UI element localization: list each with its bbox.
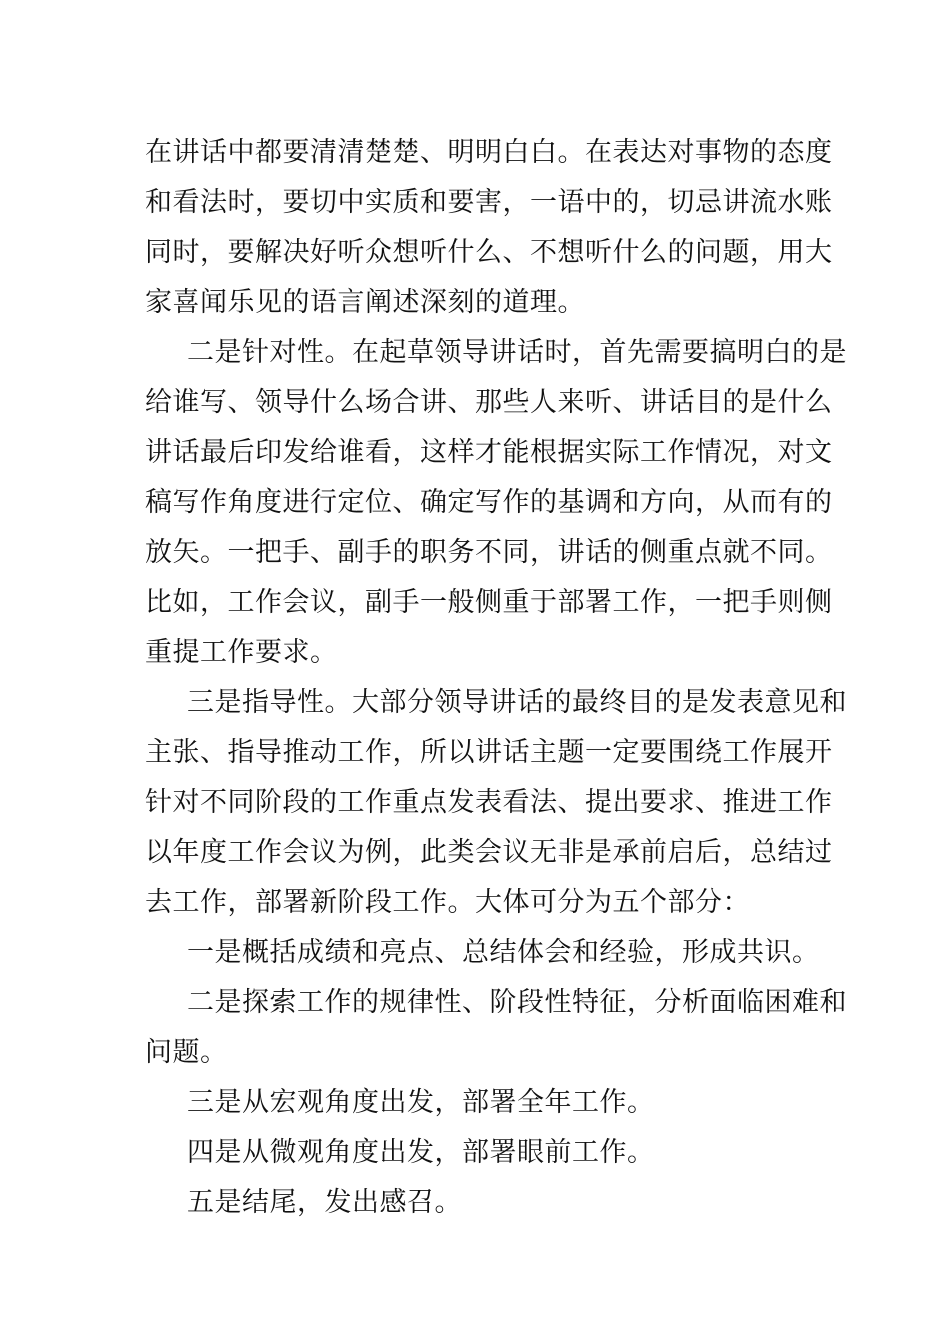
text-line: 以年度工作会议为例，此类会议无非是承前启后，总结过 [145, 837, 833, 868]
text-line: 稿写作角度进行定位、确定写作的基调和方向，从而有的 [145, 487, 833, 518]
list-item-line: 一是概括成绩和亮点、总结体会和经验，形成共识。 [187, 937, 820, 968]
text-line: 比如，工作会议，副手一般侧重于部署工作，一把手则侧 [145, 587, 833, 618]
list-item-line: 四是从微观角度出发，部署眼前工作。 [187, 1137, 655, 1168]
text-line: 问题。 [145, 1037, 228, 1068]
text-line: 给谁写、领导什么场合讲、那些人来听、讲话目的是什么 [145, 387, 833, 418]
paragraph-start-line: 二是针对性。在起草领导讲话时，首先需要搞明白的是 [187, 337, 847, 368]
document-body [145, 128, 847, 1228]
list-item-line: 二是探索工作的规律性、阶段性特征，分析面临困难和 [187, 987, 847, 1018]
text-line: 主张、指导推动工作，所以讲话主题一定要围绕工作展开 [145, 737, 833, 768]
text-line: 去工作，部署新阶段工作。大体可分为五个部分： [145, 887, 750, 918]
text-line: 家喜闻乐见的语言阐述深刻的道理。 [145, 287, 585, 318]
text-line: 重提工作要求。 [145, 637, 338, 668]
paragraph-start-line: 三是指导性。大部分领导讲话的最终目的是发表意见和 [187, 687, 847, 718]
text-line: 讲话最后印发给谁看，这样才能根据实际工作情况，对文 [145, 437, 833, 468]
list-item-line: 三是从宏观角度出发，部署全年工作。 [187, 1087, 655, 1118]
list-item-line: 五是结尾，发出感召。 [187, 1187, 462, 1218]
text-line: 放矢。一把手、副手的职务不同，讲话的侧重点就不同。 [145, 537, 833, 568]
text-line: 针对不同阶段的工作重点发表看法、提出要求、推进工作 [145, 787, 833, 818]
text-line: 在讲话中都要清清楚楚、明明白白。在表达对事物的态度 [145, 137, 833, 168]
text-line: 和看法时，要切中实质和要害，一语中的，切忌讲流水账 [145, 187, 833, 218]
text-line: 同时，要解决好听众想听什么、不想听什么的问题，用大 [145, 237, 833, 268]
